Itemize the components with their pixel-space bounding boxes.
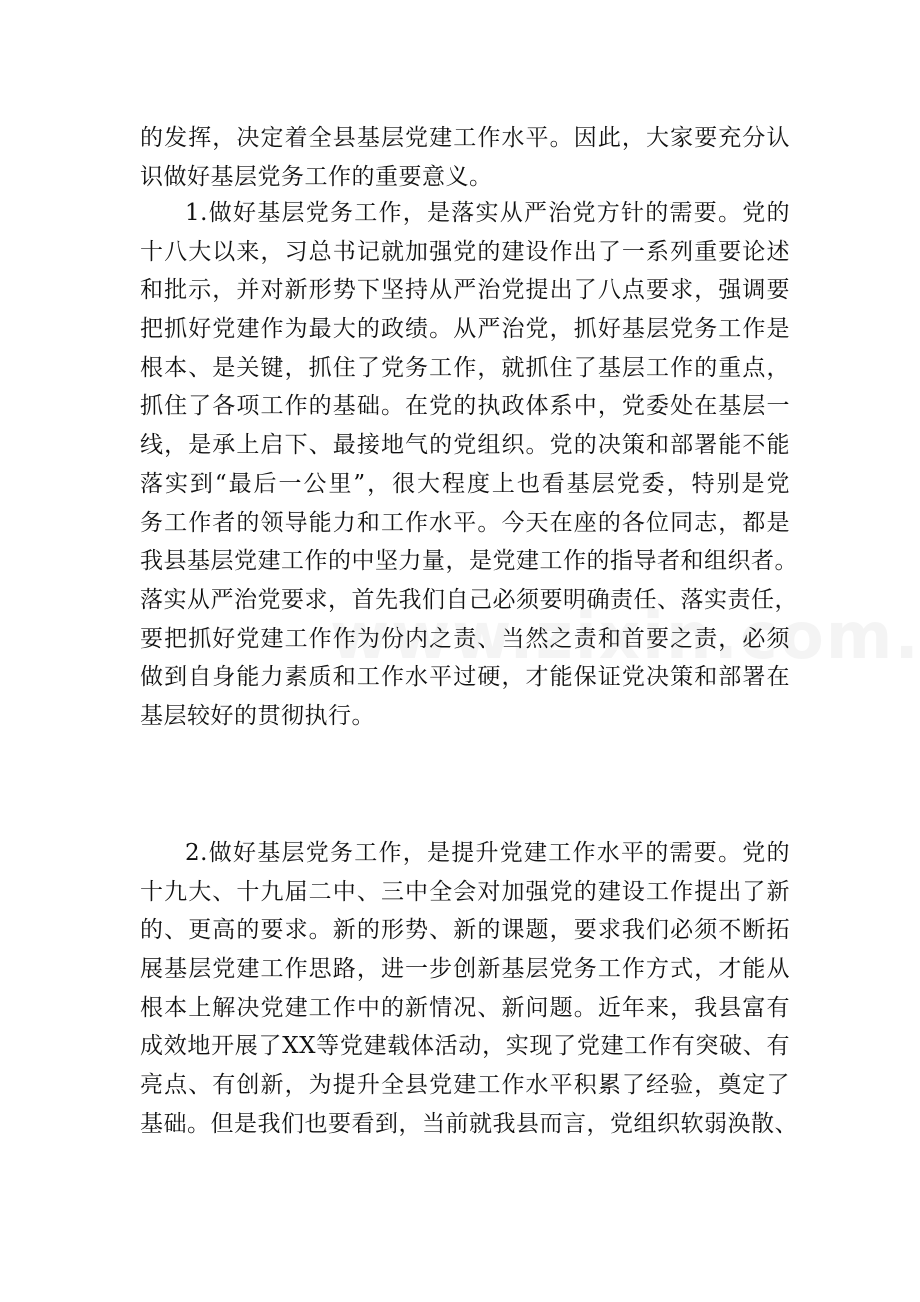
paragraph-point-2 [140, 834, 798, 1144]
text-line: 我县基层党建工作的中坚力量，是党建工作的指导者和组织者。 [140, 548, 798, 575]
text-line: 和批示，并对新形势下坚持从严治党提出了八点要求，强调要 [140, 277, 790, 304]
text-line: 务工作者的领导能力和工作水平。今天在座的各位同志，都是 [140, 509, 790, 536]
text-line: 抓住了各项工作的基础。在党的执政体系中，党委处在基层一 [140, 393, 790, 420]
text-line: 十九大、十九届二中、三中全会对加强党的建设工作提出了新 [140, 878, 790, 905]
text-line: 识做好基层党务工作的重要意义。 [140, 163, 493, 190]
text-line: 落实到“最后一公里”，很大程度上也看基层党委，特别是党 [140, 470, 790, 497]
text-line: 的、更高的要求。新的形势、新的课题，要求我们必须不断拓 [140, 917, 790, 944]
text-line: 线，是承上启下、最接地气的党组织。党的决策和部署能不能 [140, 432, 790, 459]
text-line: 2.做好基层党务工作，是提升党建工作水平的需要。党的 [185, 840, 790, 866]
text-line: 基础。但是我们也要看到，当前就我县而言，党组织软弱涣散、 [140, 1110, 798, 1137]
text-line: 成效地开展了XX等党建载体活动，实现了党建工作有突破、有 [140, 1033, 790, 1060]
text-line: 基层较好的贯彻执行。 [140, 702, 375, 729]
text-line: 要把抓好党建工作作为份内之责、当然之责和首要之责，必须 [140, 625, 790, 652]
text-line: 落实从严治党要求，首先我们自己必须要明确责任、落实责任， [140, 586, 798, 613]
paragraph-continuation [140, 119, 790, 196]
text-line: 1.做好基层党务工作，是落实从严治党方针的需要。党的 [185, 200, 790, 226]
text-line: 展基层党建工作思路，进一步创新基层党务工作方式，才能从 [140, 956, 790, 983]
text-line: 根本上解决党建工作中的新情况、新问题。近年来，我县富有 [140, 994, 790, 1021]
text-line: 根本、是关键，抓住了党务工作，就抓住了基层工作的重点， [140, 354, 790, 381]
text-line: 做到自身能力素质和工作水平过硬，才能保证党决策和部署在 [140, 664, 790, 691]
text-line: 十八大以来，习总书记就加强党的建设作出了一系列重要论述 [140, 238, 790, 265]
text-line: 的发挥，决定着全县基层党建工作水平。因此，大家要充分认 [140, 125, 790, 151]
paragraph-point-1 [140, 194, 798, 736]
text-line: 亮点、有创新，为提升全县党建工作水平积累了经验，奠定了 [140, 1072, 790, 1099]
text-line: 把抓好党建作为最大的政绩。从严治党，抓好基层党务工作是 [140, 316, 790, 343]
